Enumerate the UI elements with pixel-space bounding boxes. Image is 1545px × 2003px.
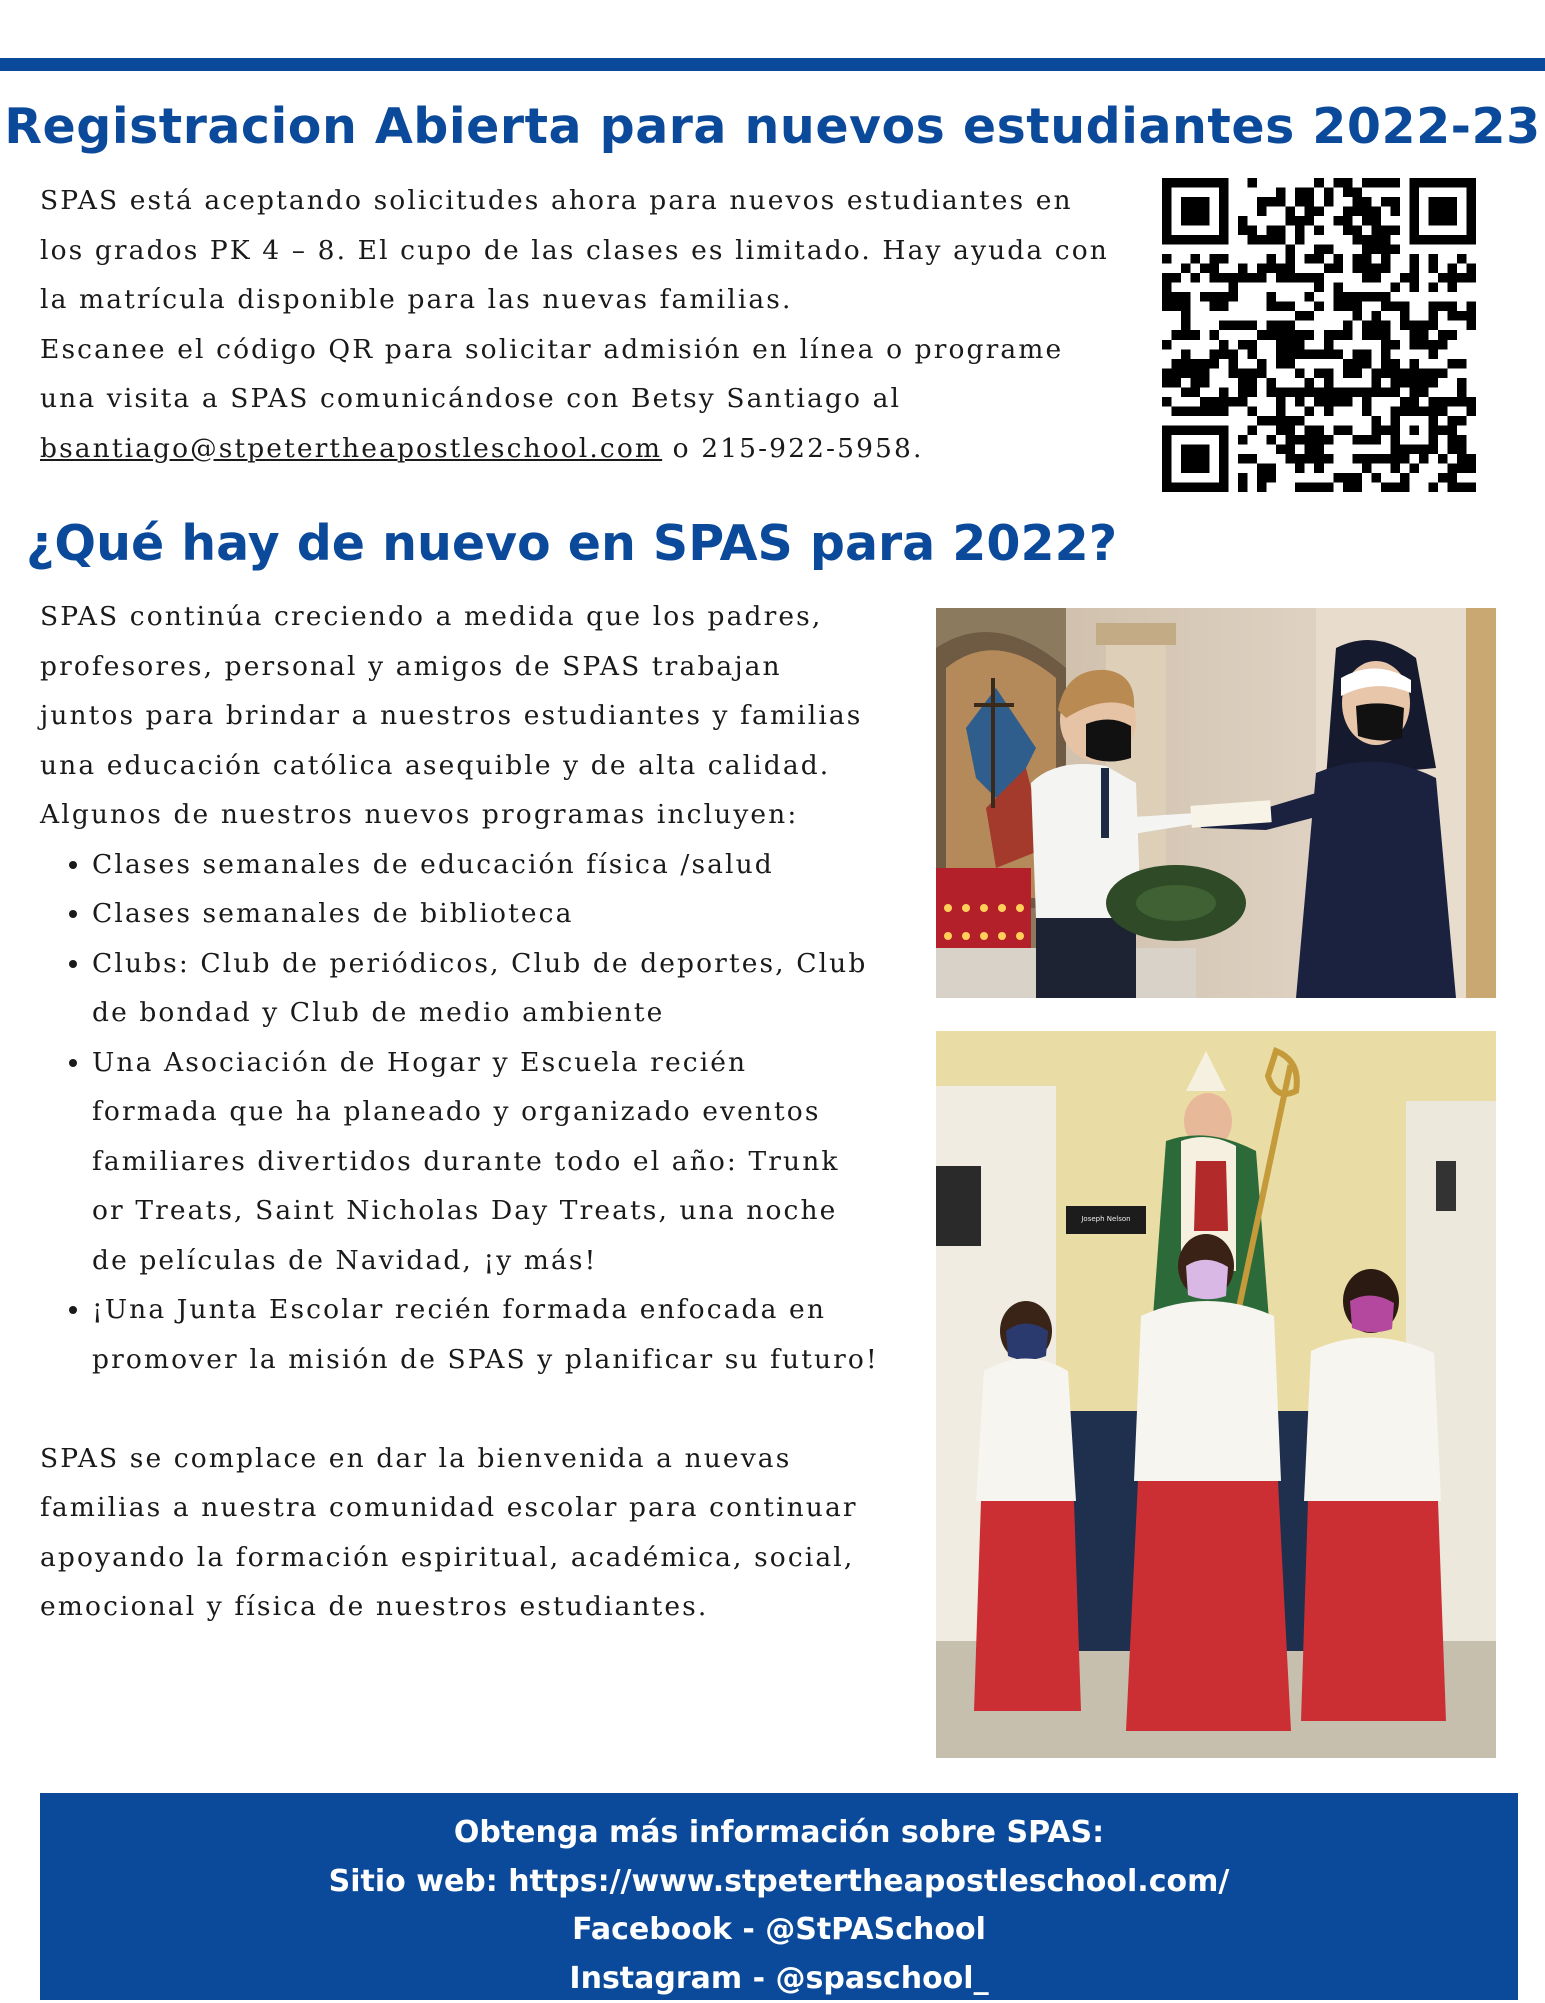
closing-paragraph: SPAS se complace en dar la bienvenida a nuevas familias a nuestra comunidad escolar para continuar apoyando la formación espiritual, académica, social, emocional y física de nuestros estudiantes. [40, 1434, 880, 1632]
intro-contact-end: o 215-922-5958. [662, 433, 923, 464]
footer-website[interactable]: Sitio web: https://www.stpetertheapostleschool.com/ [40, 1858, 1518, 1907]
list-item: • Clubs: Club de periódicos, Club de deportes, Club de bondad y Club de medio ambiente [92, 939, 880, 1038]
page-title: Registracion Abierta para nuevos estudiantes 2022-23 [0, 98, 1545, 155]
statue-name-sign: Joseph Nelson [1080, 1215, 1130, 1223]
photo-altar-servers [936, 1031, 1496, 1758]
list-item: • ¡Una Junta Escolar recién formada enfocada en promover la misión de SPAS y planificar su futuro! [92, 1285, 880, 1384]
footer-instagram[interactable]: Instagram - @spaschool_ [40, 1955, 1518, 2003]
qr-code[interactable] [1162, 178, 1476, 492]
email-link[interactable]: bsantiago@stpetertheapostleschool.com [40, 433, 662, 464]
section-paragraph: SPAS continúa creciendo a medida que los padres, profesores, personal y amigos de SPAS trabajan juntos para brindar a nuestros estudiantes y familias una educación católica asequible y de alta calidad. Algunos de nuestros nuevos programas incluyen: [40, 592, 880, 840]
footer-heading: Obtenga más información sobre SPAS: [40, 1809, 1518, 1858]
footer-facebook[interactable]: Facebook - @StPASchool [40, 1906, 1518, 1955]
intro-contact-paragraph [40, 325, 1120, 474]
section-title: ¿Qué hay de nuevo en SPAS para 2022? [26, 515, 1117, 572]
top-rule [0, 58, 1545, 71]
intro-paragraph: SPAS está aceptando solicitudes ahora para nuevos estudiantes en los grados PK 4 – 8. El cupo de las clases es limitado. Hay ayuda con la matrícula disponible para las nuevas familias. [40, 176, 1120, 325]
section-body [40, 592, 880, 1632]
footer-info-box [40, 1793, 1518, 2000]
photo-certificate-presentation [936, 608, 1496, 998]
program-list [40, 840, 880, 1385]
intro-contact-start: Escanee el código QR para solicitar admisión en línea o programe una visita a SPAS comunicándose con Betsy Santiago al [40, 334, 1063, 415]
intro-text [40, 176, 1120, 473]
list-item: • Una Asociación de Hogar y Escuela recién formada que ha planeado y organizado eventos familiares divertidos durante todo el año: Trunk or Treats, Saint Nicholas Day Treats, una noche de películas de Navidad, ¡y más! [92, 1038, 880, 1286]
list-item: • Clases semanales de biblioteca [92, 889, 880, 939]
list-item: • Clases semanales de educación física /salud [92, 840, 880, 890]
